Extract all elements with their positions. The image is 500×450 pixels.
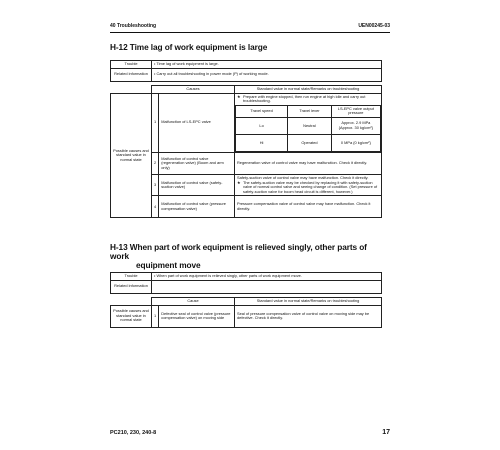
trouble-text: • When part of work equipment is relieved singly, other parts of work equipment move. <box>152 273 382 281</box>
sub-header: LS-EPC valve output pressure <box>331 105 380 117</box>
remark-cell <box>235 174 382 195</box>
remark-text: Regeneration valve of control valve may have malfunction. Check it directly. <box>235 152 382 174</box>
page-number: 17 <box>382 429 390 436</box>
remark-text: Pressure compensation valve of control valve may have malfunction. Check it directly. <box>235 196 382 218</box>
trouble-label: Trouble <box>111 61 152 69</box>
star-icon: ★ <box>237 93 241 99</box>
trouble-label: Trouble <box>111 273 152 281</box>
page-header <box>110 23 390 33</box>
sub-cell: 0 MPa {0 kg/cm²} <box>331 134 380 151</box>
h12-trouble-table <box>110 60 382 82</box>
possible-causes-label: Possible causes and standard value in normal state <box>111 93 152 218</box>
h13-causes-table <box>110 297 382 328</box>
star-icon: ★ <box>237 179 241 185</box>
sub-header: Travel speed <box>236 105 288 117</box>
remarks-header: Standard value in normal state/Remarks on troubleshooting <box>235 298 382 306</box>
header-doc-code: UEN00245-03 <box>358 23 390 29</box>
cause-number: 3 <box>152 174 159 195</box>
causes-header: Cause <box>152 298 235 306</box>
h12-title: H-12 Time lag of work equipment is large <box>110 42 268 52</box>
sub-header: Travel lever <box>288 105 332 117</box>
manual-page <box>110 0 390 450</box>
possible-causes-label: Possible causes and standard value in normal state <box>111 305 152 327</box>
sub-cell: Lo <box>236 117 288 134</box>
cause-text: Defective seal of control valve (pressure compensation valve) on moving side <box>159 305 235 327</box>
cause-text: Malfunction of LS-EPC valve <box>159 93 235 152</box>
page-footer <box>110 430 390 436</box>
h13-title: H-13 When part of work equipment is relieved singly, other parts of work equipment move <box>110 242 367 270</box>
cause-number: 1 <box>152 305 159 327</box>
cause-number: 2 <box>152 152 159 174</box>
sub-cell: Hi <box>236 134 288 151</box>
cause-text: Malfunction of control valve (regeneration valve) (Boom and arm only) <box>159 152 235 174</box>
sub-cell: Operated <box>288 134 332 151</box>
related-text: • Carry out all troubleshooting in power mode (P) of working mode. <box>152 68 382 81</box>
remarks-header: Standard value in normal state/Remarks on troubleshooting <box>235 86 382 94</box>
remark-note: ★ Prepare with engine stopped, then run engine at high idle and carry out troubleshooting. <box>237 93 366 104</box>
remark-bullet: ★ The safety-suction valve may be checked by replacing it with safety-suction valve of normal control valve and seeing change of condition. (Set pressure of safety-suction valve for boom head circuit is different, however.) <box>237 179 378 194</box>
causes-header: Causes <box>152 86 235 94</box>
cause-text: Malfunction of control valve (safety-suction valve) <box>159 174 235 195</box>
remark-text: Safety-suction valve of control valve may have malfunction. Check it directly. <box>237 174 369 180</box>
trouble-text: • Time lag of work equipment is large. <box>152 61 382 69</box>
cause-number: 1 <box>152 93 159 152</box>
remark-cell <box>235 93 382 152</box>
sub-cell: Approx. 2.9 MPa {Approx. 30 kg/cm²} <box>331 117 380 134</box>
cause-text: Malfunction of control valve (pressure compensation valve) <box>159 196 235 218</box>
h12-causes-table <box>110 85 382 218</box>
related-label: Related information <box>111 280 152 293</box>
sub-cell: Neutral <box>288 117 332 134</box>
footer-model: PC210, 230, 240-8 <box>110 430 157 436</box>
remark-text: Seal of pressure compensation valve of control valve on moving side may be defective. Check it directly. <box>235 305 382 327</box>
related-text <box>152 280 382 293</box>
ls-epc-table <box>235 105 381 152</box>
h13-trouble-table <box>110 272 382 294</box>
cause-number: 4 <box>152 196 159 218</box>
related-label: Related information <box>111 68 152 81</box>
header-section: 40 Troubleshooting <box>110 23 157 29</box>
